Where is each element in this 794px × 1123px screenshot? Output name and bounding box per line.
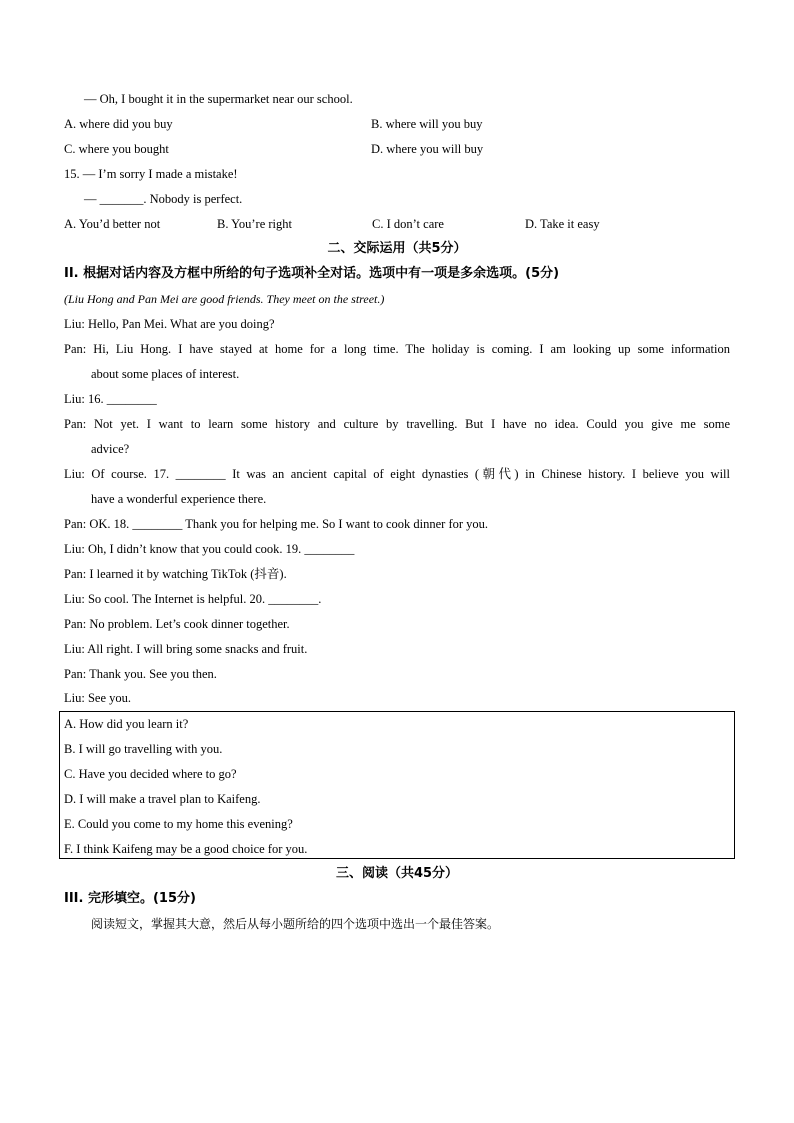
- dialogue-line-q16: Liu: 16. ________: [64, 392, 157, 406]
- section3-instruction: 阅读短文，掌握其大意，然后从每小题所给的四个选项中选出一个最佳答案。: [91, 917, 500, 931]
- choice-box: [59, 711, 735, 859]
- q14-option-d: D. where you will buy: [371, 142, 484, 156]
- choice-e: E. Could you come to my home this evening?: [64, 817, 293, 831]
- q15-option-d: D. Take it easy: [525, 217, 600, 231]
- q15-option-a: A. You’d better not: [64, 217, 161, 231]
- dialogue-line: advice?: [91, 442, 130, 456]
- q14-option-a: A. where did you buy: [64, 117, 173, 131]
- q15-prompt: 15. — I’m sorry I made a mistake!: [64, 167, 238, 181]
- choice-b: B. I will go travelling with you.: [64, 742, 223, 756]
- dialogue-line: Liu: See you.: [64, 691, 132, 705]
- dialogue-line: Pan: I learned it by watching TikTok (抖音).: [64, 567, 287, 581]
- dialogue-line-q19: Liu: Oh, I didn’t know that you could cook. 19. ________: [64, 542, 355, 556]
- choice-f: F. I think Kaifeng may be a good choice for you.: [64, 842, 308, 856]
- section2-title: 二、交际运用（共5分）: [327, 241, 467, 256]
- dialogue-line: about some places of interest.: [91, 367, 240, 381]
- q15-response: — _______. Nobody is perfect.: [84, 192, 243, 206]
- dialogue-line: Liu: Hello, Pan Mei. What are you doing?: [64, 317, 275, 331]
- dialogue-line: Pan: Hi, Liu Hong. I have stayed at home for a long time. The holiday is coming. I am looking up some information: [64, 342, 730, 356]
- dialogue-line-q18: Pan: OK. 18. ________ Thank you for helping me. So I want to cook dinner for you.: [64, 517, 489, 531]
- q14-response: — Oh, I bought it in the supermarket near our school.: [84, 92, 353, 106]
- choice-c: C. Have you decided where to go?: [64, 767, 237, 781]
- dialogue-context: (Liu Hong and Pan Mei are good friends. They meet on the street.): [64, 292, 385, 306]
- choice-a: A. How did you learn it?: [64, 717, 189, 731]
- q14-option-c: C. where you bought: [64, 142, 169, 156]
- dialogue-line-q20: Liu: So cool. The Internet is helpful. 20. ________.: [64, 592, 322, 606]
- q15-option-c: C. I don’t care: [372, 217, 444, 231]
- dialogue-line-q17: Liu: Of course. 17. ________ It was an ancient capital of eight dynasties (朝代) in Chinese history. I believe you will: [64, 467, 730, 481]
- dialogue-line: Pan: Not yet. I want to learn some history and culture by travelling. But I have no idea. Could you give me some: [64, 417, 730, 431]
- choice-d: D. I will make a travel plan to Kaifeng.: [64, 792, 261, 806]
- dialogue-line: Pan: Thank you. See you then.: [64, 667, 217, 681]
- section3-part-heading: III. 完形填空。(15分): [64, 891, 196, 906]
- q14-option-b: B. where will you buy: [371, 117, 483, 131]
- section2-part-heading: II. 根据对话内容及方框中所给的句子选项补全对话。选项中有一项是多余选项。(5分): [64, 266, 560, 281]
- section3-title: 三、阅读（共45分）: [335, 866, 459, 881]
- q15-option-b: B. You’re right: [217, 217, 293, 231]
- dialogue-line: have a wonderful experience there.: [91, 492, 267, 506]
- dialogue-line: Liu: All right. I will bring some snacks and fruit.: [64, 642, 308, 656]
- dialogue-line: Pan: No problem. Let’s cook dinner together.: [64, 617, 290, 631]
